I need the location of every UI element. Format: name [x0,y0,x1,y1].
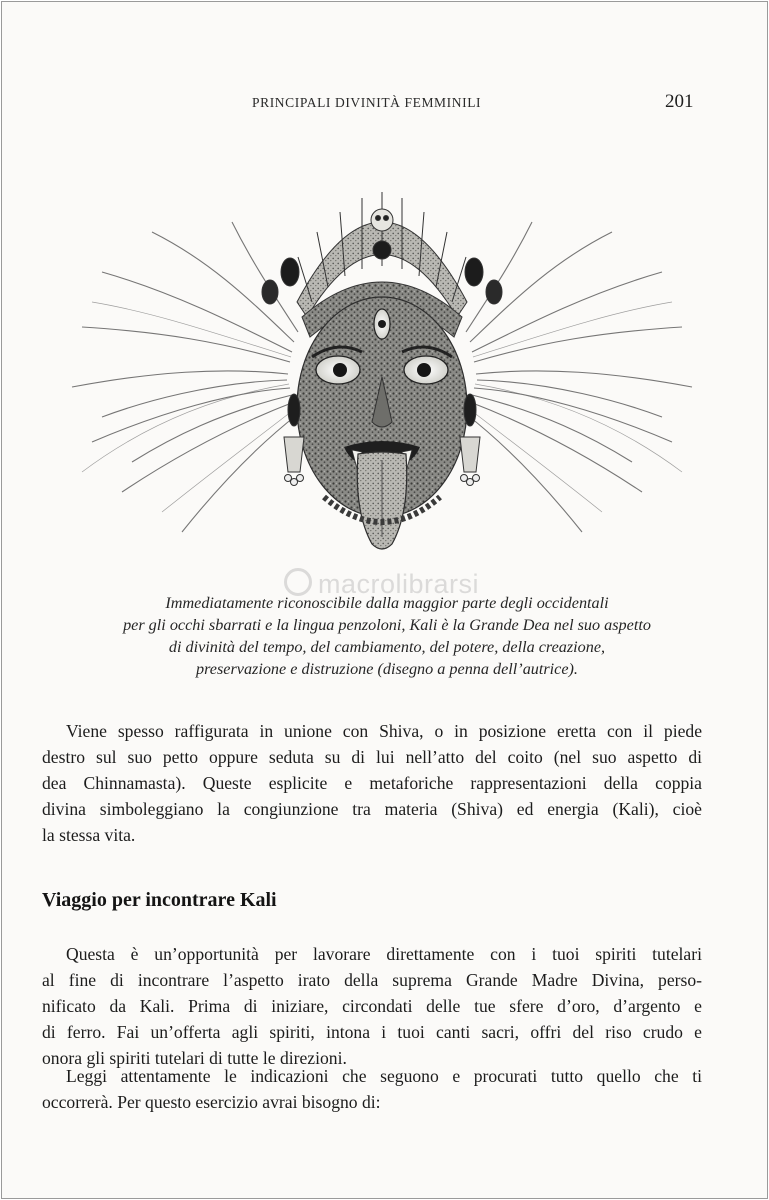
text-line: al fine di incontrare l’aspetto irato della suprema Grande Madre Divina, perso- [42,970,702,990]
kali-illustration [62,152,702,577]
text-line: destro sul suo petto oppure seduta su di lui nell’atto del coito (nel suo aspetto di [42,747,702,767]
text-line: Questa è un’opportunità per lavorare direttamente con i tuoi spiriti tutelari [66,944,702,964]
caption-line: di divinità del tempo, del cambiamento, del potere, della creazione, [168,638,606,656]
caption-line: preservazione e distruzione (disegno a penna dell’autrice). [196,660,578,678]
caption-line: Immediatamente riconoscibile dalla maggior parte degli occidentali [165,594,609,612]
caption-line: per gli occhi sbarrati e la lingua penzoloni, Kali è la Grande Dea nel suo aspetto [123,616,651,634]
paragraph-journey-intro [42,941,702,1071]
running-title: PRINCIPALI DIVINITÀ FEMMINILI [252,95,482,110]
page-number: 201 [665,91,694,112]
paragraph-union-with-shiva [42,718,702,848]
text-line: divina simboleggiano la congiunzione tra materia (Shiva) ed energia (Kali), cioè [42,799,702,819]
text-line: Leggi attentamente le indicazioni che seguono e procurati tutto quello che ti [66,1066,702,1086]
text-line: dea Chinnamasta). Queste esplicite e metaforiche rappresentazioni della coppia [42,773,702,793]
text-line: nificato da Kali. Prima di iniziare, circondati delle tue sfere d’oro, d’argento e [42,996,702,1016]
watermark: macrolibrarsi [284,568,479,600]
figure-caption [42,592,732,680]
paragraph-instructions [42,1063,702,1115]
text-line: di ferro. Fai un’offerta agli spiriti, intona i tuoi canti sacri, offri del riso crudo e [42,1022,702,1042]
book-page [1,1,768,1199]
text-line: la stessa vita. [42,825,136,845]
text-line: occorrerà. Per questo esercizio avrai bisogno di: [42,1092,381,1112]
section-heading: Viaggio per incontrare Kali [42,889,277,911]
text-line: onora gli spiriti tutelari di tutte le direzioni. [42,1048,347,1068]
text-line: Viene spesso raffigurata in unione con Shiva, o in posizione eretta con il piede [66,721,702,741]
